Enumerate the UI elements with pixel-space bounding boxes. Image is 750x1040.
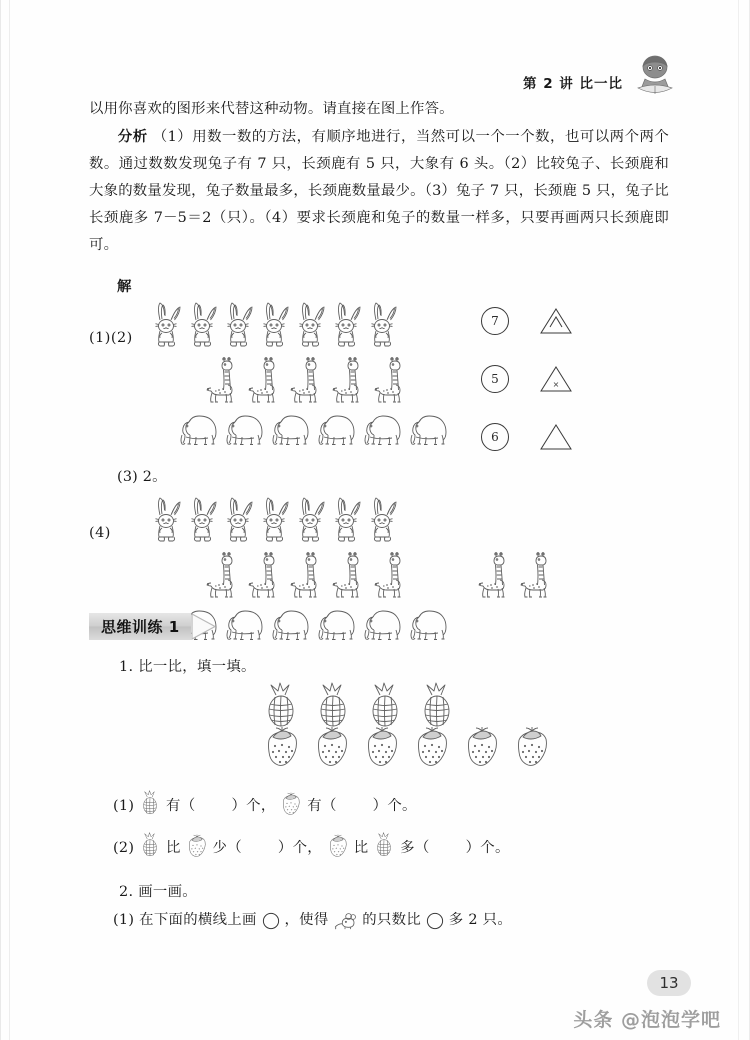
- rabbit-figure: [187, 495, 217, 545]
- rabbit-figure: [151, 495, 181, 545]
- figure-item: [331, 356, 365, 406]
- figure-item: [407, 607, 449, 645]
- figure-item: [295, 495, 325, 545]
- figure-item: [269, 412, 311, 450]
- rabbit-figure: [331, 495, 361, 545]
- chevron-right-icon: [191, 613, 217, 640]
- figure-item: [413, 726, 451, 768]
- strawberry-icon: [280, 792, 302, 816]
- figure-item: [289, 356, 323, 406]
- figure-item: [223, 412, 265, 450]
- intro-paragraph: 以用你喜欢的图形来代替这种动物。请直接在图上作答。: [89, 101, 454, 117]
- figure-item: [419, 682, 455, 730]
- giraffe-figure: [289, 551, 323, 601]
- answer-shape-triangle: [539, 422, 573, 452]
- analysis-label: 分析: [117, 128, 148, 145]
- giraffe-figure: [331, 551, 365, 601]
- answer-shape-triangle: [539, 306, 573, 336]
- answer-count-circle: 5: [481, 365, 509, 393]
- page-edge-left: [9, 0, 10, 1040]
- rabbit-figure: [295, 495, 325, 545]
- rabbit-group: [151, 300, 403, 350]
- elephant-figure: [223, 607, 265, 645]
- pineapple-figure: [367, 682, 403, 730]
- giraffe-group-added: [477, 551, 561, 601]
- figure-item: [361, 412, 403, 450]
- pineapple-figure: [263, 682, 299, 730]
- giraffe-figure: [331, 356, 365, 406]
- svg-text:×: ×: [552, 380, 560, 389]
- giraffe-figure: [373, 356, 407, 406]
- answer-row: [481, 422, 573, 452]
- figure-item: [363, 726, 401, 768]
- figure-item: [315, 412, 357, 450]
- rabbit-figure: [151, 300, 181, 350]
- elephant-figure: [315, 607, 357, 645]
- mouse-icon: [333, 912, 357, 930]
- figure-item: [367, 300, 397, 350]
- item-4-label: (4): [89, 525, 111, 541]
- chapter-title: 第 2 讲 比一比: [523, 76, 623, 92]
- figure-item: [151, 300, 181, 350]
- figure-item: [151, 495, 181, 545]
- question-1b: (2) 比 少（ ）个， 比 多（ ）个。: [113, 832, 510, 858]
- figure-item: [295, 300, 325, 350]
- figure-item: [315, 682, 351, 730]
- figure-item: [205, 551, 239, 601]
- figure-item: [187, 300, 217, 350]
- rabbit-figure: [223, 495, 253, 545]
- figure-item: [331, 300, 361, 350]
- elephant-row-12: [89, 412, 669, 450]
- strawberry-icon: [327, 834, 349, 858]
- rabbit-figure: [331, 300, 361, 350]
- answer-count-circle: 7: [481, 307, 509, 335]
- item-12-label: (1)(2): [89, 330, 133, 346]
- pineapple-figure: [419, 682, 455, 730]
- rabbit-figure: [367, 495, 397, 545]
- main-content: [89, 96, 669, 645]
- figure-item: [477, 551, 511, 601]
- giraffe-row-4: [89, 551, 669, 601]
- figure-item: [259, 495, 289, 545]
- strawberry-figure: [513, 726, 551, 768]
- training-banner: [89, 613, 217, 640]
- figure-item: [223, 607, 265, 645]
- question-2-title: 2. 画一画。: [119, 884, 197, 900]
- answer-row: [481, 306, 573, 336]
- circle-shape-icon: [262, 912, 280, 930]
- giraffe-figure: [373, 551, 407, 601]
- answer-count-circle: 6: [481, 423, 509, 451]
- figure-item: [315, 607, 357, 645]
- training-banner-label: 思维训练 1: [89, 613, 191, 640]
- rabbit-group: [151, 495, 403, 545]
- page-number: 13: [647, 970, 691, 996]
- elephant-figure: [315, 412, 357, 450]
- strawberry-row: [263, 726, 563, 768]
- elephant-figure: [361, 607, 403, 645]
- elephant-group: [177, 412, 453, 450]
- figure-item: [223, 495, 253, 545]
- figure-item: [313, 726, 351, 768]
- figure-item: [367, 495, 397, 545]
- answer-row: [481, 364, 573, 394]
- strawberry-figure: [463, 726, 501, 768]
- figure-item: [247, 356, 281, 406]
- strawberry-figure: [263, 726, 301, 768]
- rabbit-figure: [223, 300, 253, 350]
- rabbit-row-4: [89, 495, 669, 545]
- strawberry-figure: [413, 726, 451, 768]
- giraffe-group: [205, 356, 415, 406]
- figure-item: [263, 682, 299, 730]
- rabbit-figure: [367, 300, 397, 350]
- figure-item: [519, 551, 553, 601]
- pineapple-figure: [315, 682, 351, 730]
- giraffe-figure: [247, 356, 281, 406]
- figure-item: [331, 551, 365, 601]
- page-edge-right: [738, 0, 739, 1040]
- figure-item: [373, 356, 407, 406]
- giraffe-figure: [519, 551, 553, 601]
- analysis-text: （1）用数一数的方法，有顺序地进行，当然可以一个一个数，也可以两个两个数。通过数数发现兔子有 7 只，长颈鹿有 5 只，大象有 6 头。（2）比较兔子、长颈鹿和大象的数量发现，兔子数量最多，长颈鹿数量最少。（3）兔子 7 只，长颈鹿 5 只，兔子比长颈鹿多 7－5＝2（只）。（4）要求长颈鹿和兔子的数量一样多，只要再画两只长颈鹿即可。: [89, 129, 669, 253]
- question-2a: (1) 在下面的横线上画 ，使得 的只数比 多 2 只。: [113, 912, 513, 928]
- solution-label: 解: [117, 278, 132, 295]
- pineapple-icon: [373, 832, 395, 858]
- figure-item: [223, 300, 253, 350]
- answer-shape-triangle: [539, 364, 573, 394]
- figure-item: [247, 551, 281, 601]
- giraffe-figure: [205, 551, 239, 601]
- question-1-title: 1. 比一比，填一填。: [119, 659, 256, 675]
- rabbit-figure: [259, 300, 289, 350]
- circle-shape-icon: [426, 912, 444, 930]
- elephant-figure: [407, 607, 449, 645]
- figure-item: [259, 300, 289, 350]
- page-header: [523, 52, 677, 98]
- figure-item: [367, 682, 403, 730]
- giraffe-figure: [247, 551, 281, 601]
- figure-item: [513, 726, 551, 768]
- analysis-paragraph: [89, 123, 669, 259]
- child-reading-book-icon: [633, 52, 677, 98]
- rabbit-figure: [187, 300, 217, 350]
- pineapple-icon: [139, 832, 161, 858]
- figure-item: [177, 412, 219, 450]
- watermark: 头条 @泡泡学吧: [573, 1009, 721, 1031]
- giraffe-figure: [477, 551, 511, 601]
- figure-item: [361, 607, 403, 645]
- giraffe-row-12: [89, 356, 669, 406]
- elephant-figure: [269, 412, 311, 450]
- figure-item: [187, 495, 217, 545]
- question-1a: (1) 有（ ）个， 有（ ）个。: [113, 790, 417, 816]
- figure-item: [407, 412, 449, 450]
- strawberry-figure: [363, 726, 401, 768]
- pineapple-row: [263, 682, 471, 730]
- strawberry-icon: [186, 834, 208, 858]
- figure-item: [373, 551, 407, 601]
- answer-column: [481, 306, 573, 452]
- figure-item: [331, 495, 361, 545]
- figure-item: [205, 356, 239, 406]
- strawberry-figure: [313, 726, 351, 768]
- elephant-figure: [269, 607, 311, 645]
- elephant-group: [177, 607, 453, 645]
- figure-item: [269, 607, 311, 645]
- figure-item: [289, 551, 323, 601]
- elephant-figure: [223, 412, 265, 450]
- elephant-figure: [407, 412, 449, 450]
- pineapple-icon: [139, 790, 161, 816]
- figure-item: [463, 726, 501, 768]
- figure-item: [263, 726, 301, 768]
- item-3-answer: (3) 2。: [117, 469, 167, 485]
- elephant-figure: [177, 412, 219, 450]
- giraffe-figure: [289, 356, 323, 406]
- solution-figures-12: [89, 300, 669, 450]
- giraffe-group-existing: [205, 551, 415, 601]
- elephant-figure: [361, 412, 403, 450]
- giraffe-figure: [205, 356, 239, 406]
- rabbit-figure: [259, 495, 289, 545]
- rabbit-row-12: [89, 300, 669, 350]
- rabbit-figure: [295, 300, 325, 350]
